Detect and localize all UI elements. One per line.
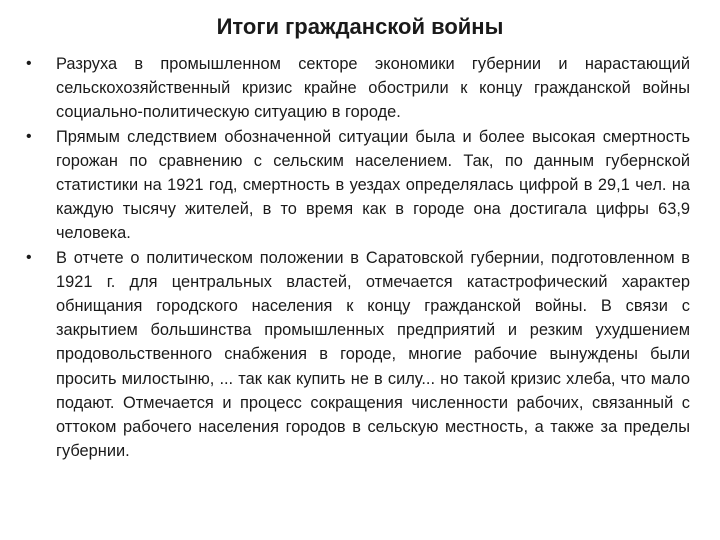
bullet-item <box>26 125 690 246</box>
bullet-item <box>26 246 690 464</box>
bullet-text: Прямым следствием обозначенной ситуации была и более высокая смертность горожан по сравнению с сельским населением. Так, по данным губернской статистики на 1921 год, смертность в уездах определялась цифрой в 29,1 чел. на каждую тысячу жителей, в то время как в городе она достигала цифры 63,9 человека. <box>56 127 690 243</box>
bullet-list <box>26 52 690 463</box>
bullet-marker: • <box>26 55 32 72</box>
bullet-marker: • <box>26 248 32 266</box>
bullet-text: В отчете о политическом положении в Саратовской губернии, подготовленном в 1921 г. для центральных властей, отмечается катастрофический характер обнищания городского населения к концу гражданской войны. В связи с закрытием большинства промышленных предприятий и резким ухудшением продовольственного снабжения в городе, многие рабочие вынуждены были просить милостыню, ... так как купить не в силу... но такой кризис хлеба, что мало подают. Отмечается и процесс сокращения численности рабочих, связанный с оттоком рабочего населения городов в сельскую местность, а также за пределы губернии. <box>56 248 690 461</box>
bullet-marker: • <box>26 127 32 145</box>
slide-title: Итоги гражданской войны <box>216 14 504 39</box>
bullet-text: Разруха в промышленном секторе экономики губернии и нарастающий сельскохозяйственный кризис крайне обострили к концу гражданской войны социально-политическую ситуацию в городе. <box>56 55 690 122</box>
bullet-item <box>26 52 690 125</box>
